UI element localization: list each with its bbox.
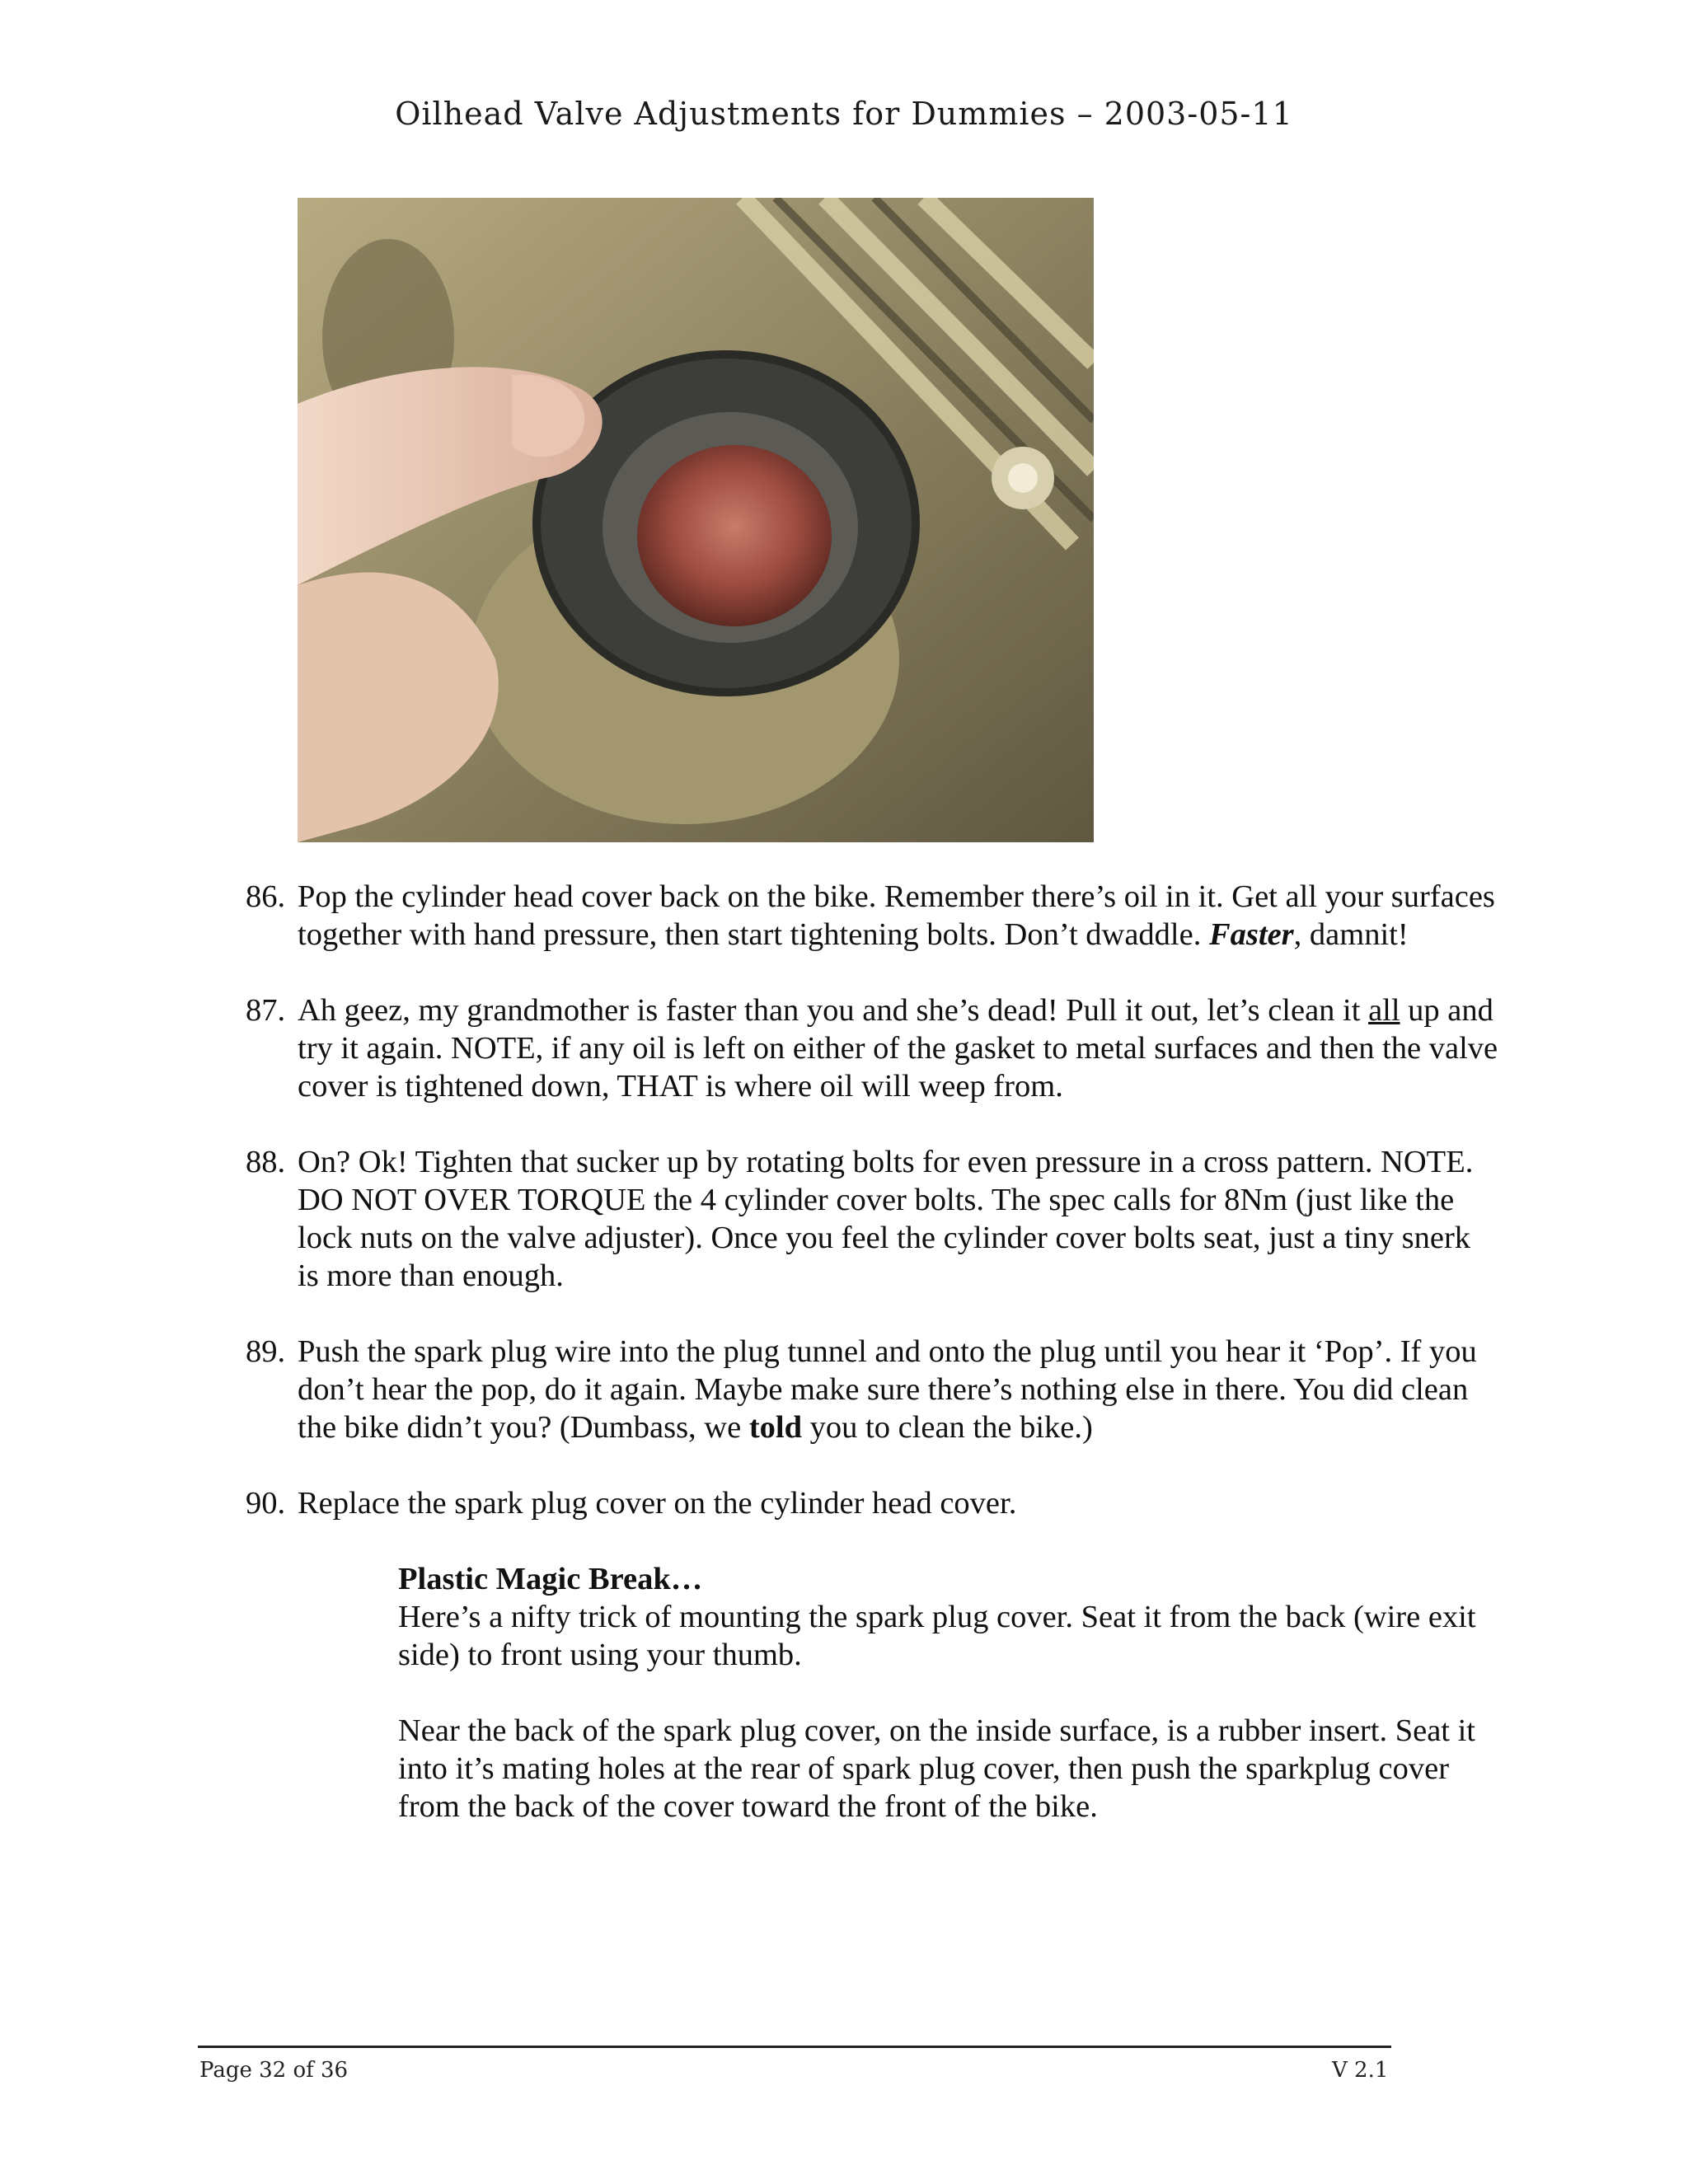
document-body: [246, 878, 1498, 1863]
aside-paragraph: Near the back of the spark plug cover, on the inside surface, is a rubber insert. Seat it into it’s mating holes at the rear of spark plug cover, then push the sparkplug cover from the back of the cover toward the front of the bike.: [398, 1713, 1476, 1824]
version-label: V 2.1: [1332, 2058, 1389, 2083]
aside-title: Plastic Magic Break…: [398, 1562, 703, 1596]
step-89: [246, 1333, 1498, 1446]
step-number: 86.: [246, 879, 286, 914]
aside-paragraph: Here’s a nifty trick of mounting the spark plug cover. Seat it from the back (wire exit side) to front using your thumb.: [398, 1600, 1476, 1672]
page-number: Page 32 of 36: [199, 2058, 349, 2083]
step-number: 87.: [246, 993, 286, 1028]
step-87: [246, 991, 1498, 1105]
photo-illustration: [298, 198, 1094, 842]
step-86: [246, 878, 1498, 954]
step-text: , damnit!: [1293, 917, 1409, 952]
photo-rubber-seal: [298, 198, 1094, 842]
bold-text: told: [748, 1410, 803, 1445]
step-text: Ah geez, my grandmother is faster than you and she’s dead! Pull it out, let’s clean it: [298, 993, 1369, 1028]
step-number: 89.: [246, 1334, 286, 1369]
step-text: Replace the spark plug cover on the cylinder head cover.: [298, 1486, 1017, 1521]
footer-divider: [198, 2046, 1391, 2048]
step-text: On? Ok! Tighten that sucker up by rotating bolts for even pressure in a cross pattern. NOTE. DO NOT OVER TORQUE the 4 cylinder cover bolts. The spec calls for 8Nm (just like the lock nuts on the valve adjuster). Once you feel the cylinder cover bolts seat, just a tiny snerk is more than enough.: [298, 1145, 1474, 1293]
page-title: Oilhead Valve Adjustments for Dummies – 2003-05-11: [395, 96, 1293, 132]
emphasis-text: Faster: [1208, 917, 1294, 952]
underlined-text: all: [1368, 993, 1400, 1028]
step-number: 88.: [246, 1145, 286, 1179]
step-text: up and try it again. NOTE, if any oil is left on either of the gasket to metal surfaces and then the valve cover is tightened down, THAT is where oil will weep from.: [298, 993, 1498, 1104]
step-text: you to clean the bike.): [802, 1410, 1093, 1445]
plastic-magic-break-aside: [398, 1560, 1486, 1825]
step-88: [246, 1143, 1498, 1295]
step-text: Push the spark plug wire into the plug tunnel and onto the plug until you hear it ‘Pop’. If you don’t hear the pop, do it again. Maybe make sure there’s nothing else in there. You did clean the bike didn’t you? (Dumbass, we: [298, 1334, 1477, 1445]
step-90: [246, 1484, 1498, 1522]
step-text: Pop the cylinder head cover back on the bike. Remember there’s oil in it. Get all your surfaces together with hand pressure, then start tightening bolts. Don’t dwaddle.: [298, 879, 1495, 952]
step-number: 90.: [246, 1486, 286, 1521]
